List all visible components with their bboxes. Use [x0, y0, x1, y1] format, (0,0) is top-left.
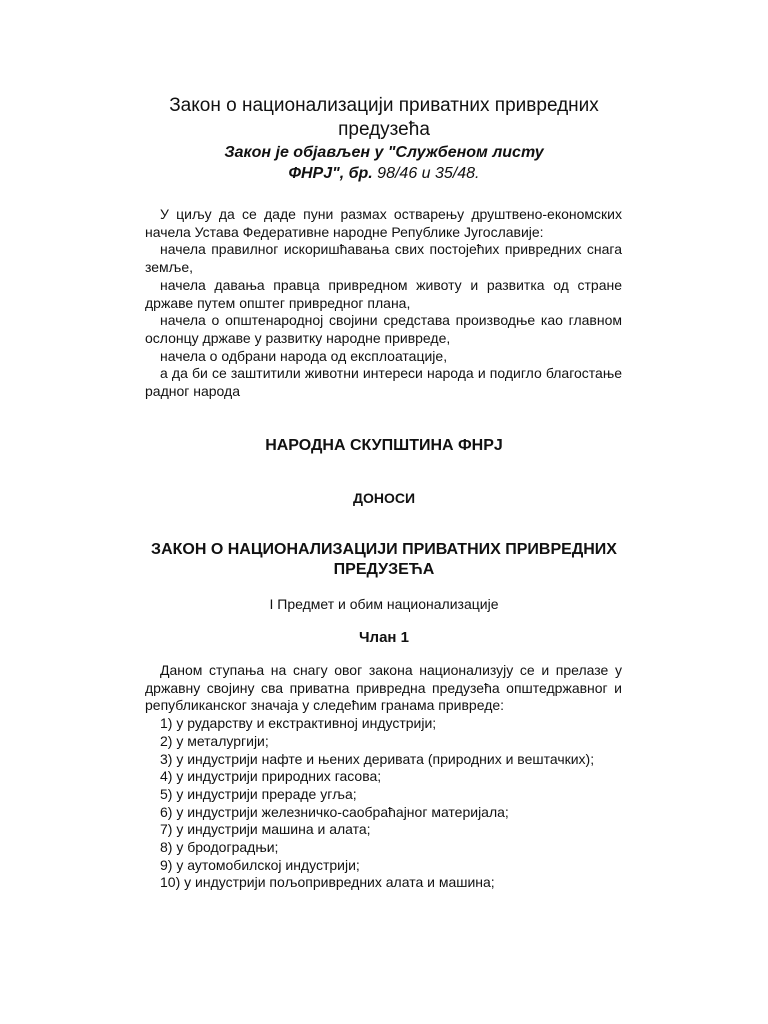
law-heading: ЗАКОН О НАЦИОНАЛИЗАЦИЈИ ПРИВАТНИХ ПРИВРЕДНИХ ПРЕДУЗЕЋА — [151, 541, 617, 578]
list-item: 2) у металургији; — [160, 732, 269, 749]
section-title: I Предмет и обим национализације — [269, 596, 499, 612]
list-item: 9) у аутомобилској индустрији; — [160, 856, 360, 873]
list-item: 10) у индустрији пољопривредних алата и машина; — [160, 874, 495, 891]
preamble-paragraph: начела о општенародној својини средстава производње као главном ослонцу државе у развитку народне привреде, — [145, 312, 622, 346]
preamble — [145, 206, 622, 401]
preamble-paragraph: начела о одбрани народа од експлоатације, — [160, 347, 448, 364]
preamble-paragraph: У циљу да се даде пуни размах остварењу друштвено-економских начела Устава Федеративне народне Републике Југославије: — [145, 206, 622, 240]
article-body — [145, 662, 622, 892]
article-heading: Члан 1 — [359, 629, 409, 646]
assembly-heading: НАРОДНА СКУПШТИНА ФНРЈ — [265, 437, 503, 454]
list-item: 4) у индустрији природних гасова; — [160, 768, 382, 785]
publication-note — [200, 142, 568, 184]
article-intro: Даном ступања на снагу овог закона национализују се и прелазе у државну својину сва приватна привредна предузећа општедржавног и републиканског значаја у следећим гранама привреде: — [145, 662, 622, 714]
list-item: 1) у рударству и екстрактивној индустрији; — [160, 715, 437, 732]
preamble-paragraph: а да би се заштитили животни интереси народа и подигло благостање радног народа — [145, 365, 622, 400]
publication-numbers: 98/46 и 35/48. — [377, 165, 480, 182]
list-item: 3) у индустрији нафте и њених деривата (природних и вештачких); — [160, 750, 595, 767]
list-item: 8) у бродоградњи; — [160, 839, 279, 856]
document-title: Закон о национализацији приватних привредних предузећа — [169, 95, 599, 140]
article-items — [145, 715, 622, 892]
preamble-paragraph: начела давања правца привредном животу и развитка од стране државе путем општег привредног плана, — [145, 276, 622, 311]
preamble-paragraph: начела правилног искоришћавања свих постојећих привредних снага земље, — [145, 241, 622, 276]
publication-source: Закон је објављен у "Службеном листу ФНРЈ", бр. — [224, 144, 544, 182]
list-item: 5) у индустрији прераде угља; — [160, 785, 357, 802]
list-item: 7) у индустрији машина и алата; — [160, 821, 371, 838]
enacts-heading: ДОНОСИ — [352, 490, 416, 506]
list-item: 6) у индустрији железничко-саобраћајног материјала; — [160, 803, 509, 820]
